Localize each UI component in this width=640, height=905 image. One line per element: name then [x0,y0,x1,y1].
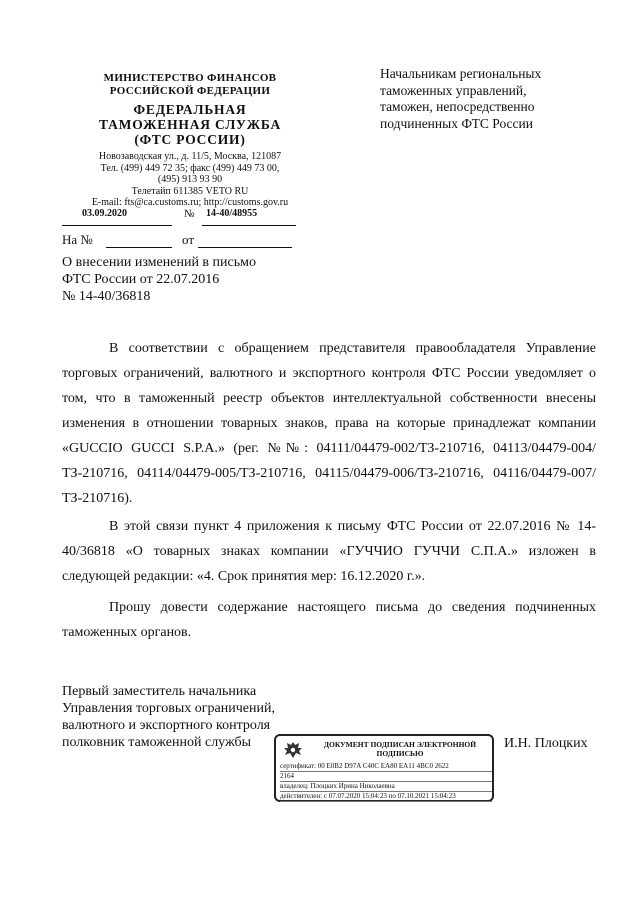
signature-line-1: Первый заместитель начальника [62,684,257,699]
number-underline [202,225,296,226]
address-line-2: Тел. (499) 449 72 35; факс (499) 449 73 00, [100,162,280,174]
signature-line-3: валютного и экспортного контроля [62,718,271,733]
body-paragraph-3 [62,595,596,645]
paragraph-2-text: В этой связи пункт 4 приложения к письму ФТС России от 22.07.2016 № 14-40/36818 «О товарных знаках компании «ГУЧЧИО ГУЧЧИ С.П.А.» изложен в следующей редакции: «4. Срок принятия мер: 16.12.2020 г.». [62,519,596,584]
signature-line-4: полковник таможенной службы [62,735,252,750]
signature-line-2: Управления торговых ограничений, [62,701,275,716]
stamp-validity: действителен: с 07.07.2020 15:04:23 по 07.10.2021 15:04:23 [280,792,492,802]
signer-name: И.Н. Плоцких [504,736,588,751]
ministry-heading [60,72,320,98]
stamp-owner: владелец: Плоцких Ирина Николаевна [280,782,492,792]
stamp-certificate-cont: 2164 [280,772,492,782]
ministry-line-1: МИНИСТЕРСТВО ФИНАНСОВ [103,72,277,84]
body-paragraph-2 [62,514,596,589]
date-number-line [62,208,302,228]
addressee-block [380,66,595,132]
stamp-title: ДОКУМЕНТ ПОДПИСАН ЭЛЕКТРОННОЙ ПОДПИСЬЮ [323,740,477,758]
ot-underline [198,247,292,248]
date-underline [62,225,172,226]
subject-line-2: ФТС России от 22.07.2016 [62,272,220,287]
addressee-line-2: таможенных управлений, [380,82,527,98]
address-line-1: Новозаводская ул., д. 11/5, Москва, 121087 [98,151,282,162]
service-line-2: ТАМОЖЕННАЯ СЛУЖБА [98,117,282,132]
subject-block [62,254,342,305]
double-headed-eagle-icon [282,740,304,760]
contact-block [60,151,320,209]
service-heading [60,102,320,147]
electronic-signature-stamp [274,734,494,802]
na-underline [106,247,172,248]
number-sign: № [184,208,195,220]
reference-line [62,232,195,248]
stamp-certificate: сертификат: 00 E0B2 D97A C40C EA80 EA11 4BC0 2622 [280,762,492,772]
letter-number: 14-40/48955 [206,208,258,219]
ot-label: от [182,232,195,247]
service-line-3: (ФТС РОССИИ) [134,132,246,147]
paragraph-3-text: Прошу довести содержание настоящего письма до сведения подчиненных таможенных органов. [62,600,596,640]
service-line-1: ФЕДЕРАЛЬНАЯ [133,102,247,117]
address-line-3: (495) 913 93 90 [157,174,223,185]
na-label: На № [62,232,93,247]
ministry-line-2: РОССИЙСКОЙ ФЕДЕРАЦИИ [109,85,271,97]
subject-line-3: № 14-40/36818 [62,289,151,304]
stamp-details [280,762,492,802]
addressee-line-1: Начальникам региональных [380,66,542,81]
addressee-line-3: таможен, непосредственно [380,99,535,114]
subject-line-1: О внесении изменений в письмо [62,255,256,270]
body-paragraph-1 [62,336,596,511]
letter-date: 03.09.2020 [82,208,127,219]
email-line: E-mail: fts@ca.customs.ru; http://customs.gov.ru [91,197,289,208]
teletype-line: Телетайп 611385 VETO RU [131,185,249,197]
signature-title-block [62,683,302,751]
paragraph-1-text: В соответствии с обращением представителя правообладателя Управление торговых ограничений, валютного и экспортного контроля ФТС России уведомляет о том, что в таможенный реестр объектов интеллектуальной собственности внесены изменения в отношении товарных знаков, права на которые принадлежат компании «GUCCIO GUCCI S.P.A.» (рег. №№: 04111/04479-002/ТЗ-210716, 04113/04479-004/ТЗ-210716, 04114/04479-005/ТЗ-210716, 04115/04479-006/ТЗ-210716, 04116/04479-007/ТЗ-210716). [62,341,596,506]
addressee-line-4: подчиненных ФТС России [380,115,533,131]
